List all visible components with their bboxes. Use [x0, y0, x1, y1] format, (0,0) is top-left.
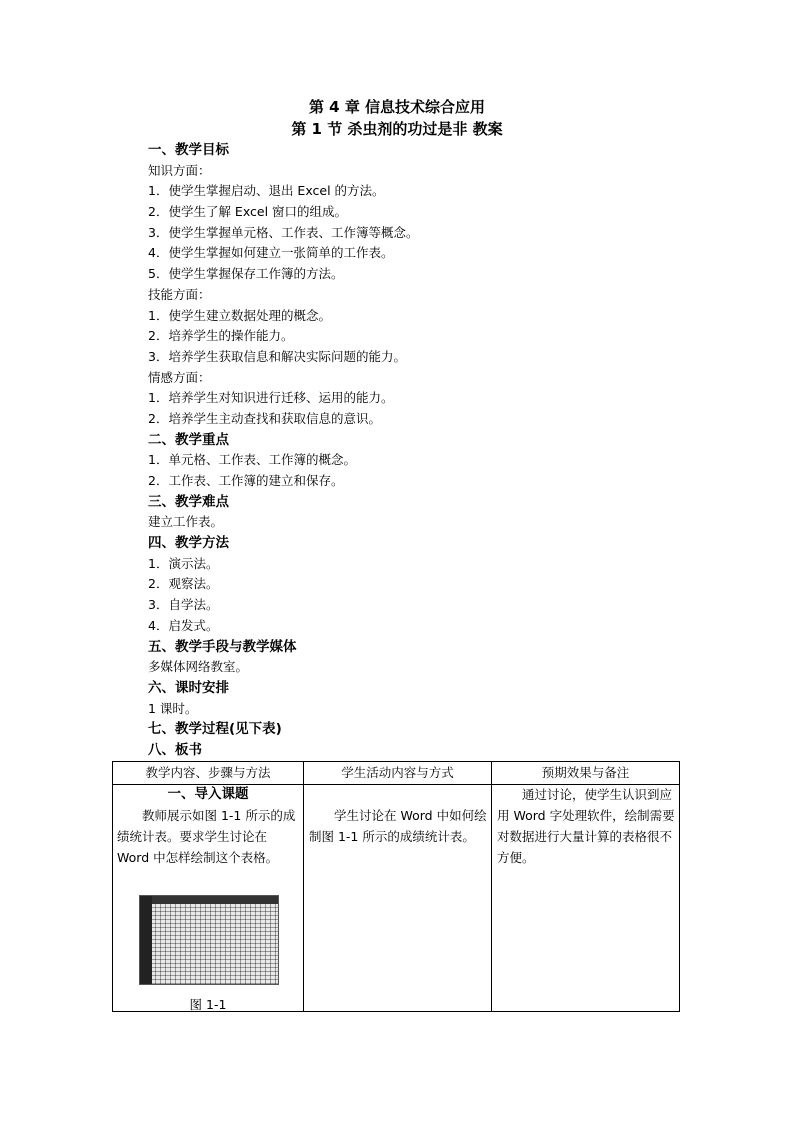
column-divider	[491, 762, 492, 1011]
body-line: 多媒体网络教室。	[148, 659, 249, 675]
section-heading: 六、课时安排	[148, 679, 229, 696]
body-line: 1．演示法。	[148, 555, 219, 571]
section-heading: 三、教学难点	[148, 493, 229, 510]
section-title: 第 1 节 杀虫剂的功过是非 教案	[291, 120, 503, 138]
body-line: 2．培养学生的操作能力。	[148, 328, 294, 344]
spreadsheet-figure	[139, 895, 279, 985]
section-heading: 四、教学方法	[148, 535, 229, 552]
lesson-plan-body	[148, 140, 708, 761]
body-line: 1．培养学生对知识进行迁移、运用的能力。	[148, 390, 394, 406]
body-line: 3．培养学生获取信息和解决实际问题的能力。	[148, 348, 406, 364]
column-divider	[303, 762, 304, 1011]
figure-header-strip	[140, 896, 278, 904]
figure-caption: 图 1-1	[189, 997, 227, 1012]
table-cell-content	[117, 784, 299, 868]
section-heading: 七、教学过程(见下表)	[148, 721, 282, 738]
teacher-method-text: 教师展示如图 1-1 所示的成绩统计表。要求学生讨论在 Word 中怎样绘制这个表格。	[117, 808, 296, 865]
body-line: 知识方面：	[148, 162, 211, 178]
body-line: 1 课时。	[148, 700, 198, 716]
body-line: 5．使学生掌握保存工作簿的方法。	[148, 266, 344, 282]
table-cell-notes	[497, 784, 675, 868]
table-cell-student	[309, 805, 487, 847]
header-cell: 预期效果与备注	[541, 765, 630, 780]
body-line: 2．观察法。	[148, 576, 219, 592]
header-cell: 学生活动内容与方式	[341, 765, 454, 780]
body-line: 1．单元格、工作表、工作簿的概念。	[148, 452, 356, 468]
section-heading: 五、教学手段与教学媒体	[148, 638, 297, 655]
body-line: 2．工作表、工作簿的建立和保存。	[148, 473, 344, 488]
body-line: 1．使学生建立数据处理的概念。	[148, 307, 331, 323]
chapter-title: 第 4 章 信息技术综合应用	[308, 98, 486, 116]
body-line: 建立工作表。	[148, 514, 224, 530]
body-line: 技能方面：	[148, 286, 211, 302]
figure-row-header-strip	[140, 896, 152, 984]
body-line: 3．自学法。	[148, 597, 219, 613]
body-line: 1．使学生掌握启动、退出 Excel 的方法。	[148, 183, 385, 199]
body-line: 情感方面：	[148, 369, 211, 385]
teaching-process-table	[112, 761, 680, 1012]
body-line: 2．使学生了解 Excel 窗口的组成。	[148, 204, 348, 220]
header-cell: 教学内容、步骤与方法	[145, 765, 271, 780]
section-heading: 八、板书	[148, 741, 202, 758]
student-activity-text: 学生讨论在 Word 中如何绘制图 1-1 所示的成绩统计表。	[309, 808, 487, 844]
body-line: 4．使学生掌握如何建立一张简单的工作表。	[148, 245, 394, 261]
expected-effect-text: 通过讨论，使学生认识到应用 Word 字处理软件，绘制需要对数据进行大量计算的表格很不方便。	[497, 787, 675, 865]
body-line: 2．培养学生主动查找和获取信息的意识。	[148, 410, 381, 426]
body-line: 3．使学生掌握单元格、工作表、工作簿等概念。	[148, 224, 419, 240]
section-heading: 一、教学目标	[148, 142, 229, 158]
intro-subheading: 一、导入课题	[167, 786, 249, 802]
section-heading: 二、教学重点	[148, 431, 229, 448]
body-line: 4．启发式。	[148, 617, 219, 633]
